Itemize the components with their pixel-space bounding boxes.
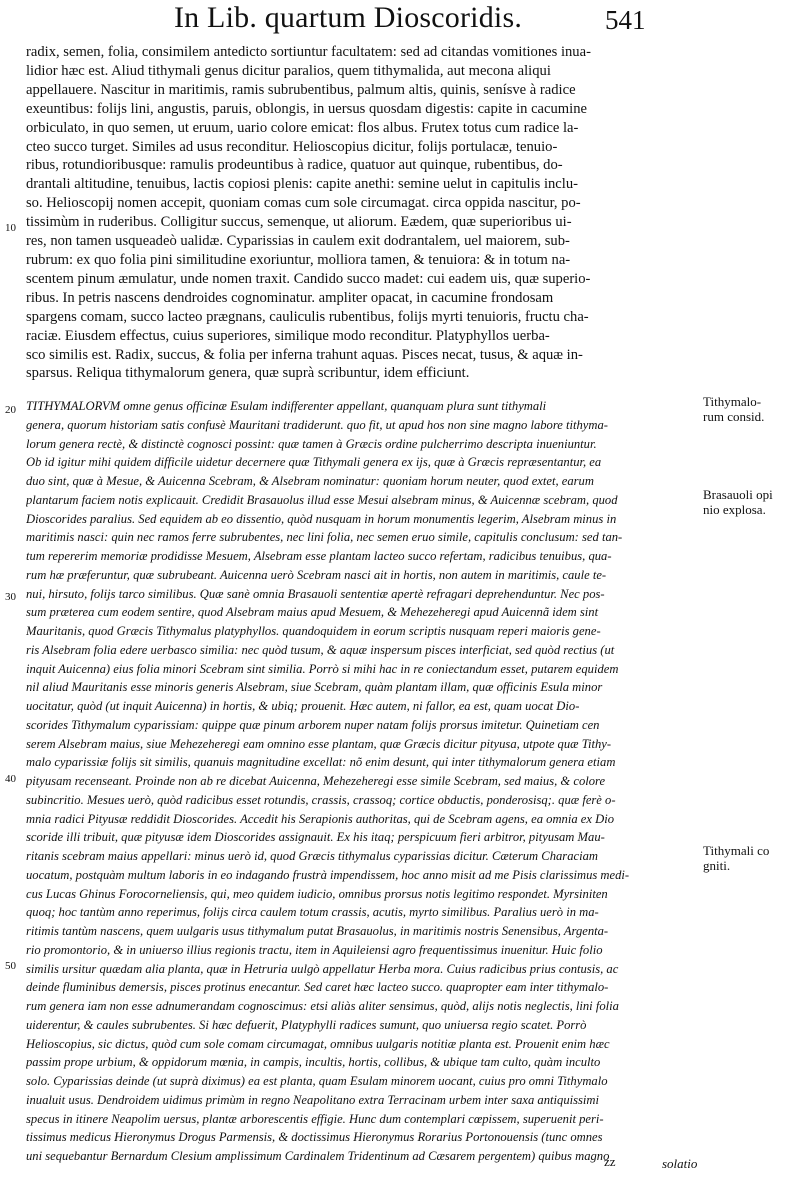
text-line: uocatum, postquàm multum laboris in eo indagando frustrà impendissem, hoc anno misit ad me Pisis clarissimus medi- — [26, 867, 630, 882]
line-number: 30 — [5, 591, 16, 603]
margin-note-line: rum consid. — [703, 409, 765, 424]
text-line: nil aliud Mauritanis esse minoris generis Alsebram, siue Scebram, quàm plantam illam, quæ officinis Esula minor — [26, 680, 603, 695]
text-line: Helioscopius, sic dictus, quòd cum sole comam circumagat, omnibus uulgaris notitiæ planta est. Prouenit enim hæc — [26, 1036, 610, 1051]
text-line: sco similis est. Radix, succus, & folia per inferna trahunt aquas. Pisces necat, tusus, & aquæ in- — [26, 346, 583, 363]
text-line: uiderentur, & caules subrubentes. Si hæc defuerit, Platyphylli radices sumunt, quo uniuersa regio scatet. Porrò — [26, 1017, 587, 1032]
text-line: lorum genera rectè, & distinctè cognosci possint: quæ tamen à Græcis ordine pulcherrimo descripta inueniuntur. — [26, 436, 597, 451]
text-line: ritimis tantùm nascens, quem uulgaris usus tithymalum putat Brasauolus, in maritimis nostris Senensibus, Argenta- — [26, 924, 609, 938]
text-line: exeuntibus: folijs lini, angustis, paruis, oblongis, in uersus quosdam digestis: capite in cacumine — [26, 100, 587, 117]
text-line: mnia radici Pityusæ reddidit Dioscorides. Accedit his Serapionis authoritas, qui de Scebram agens, ea omnia ex Dio — [26, 811, 614, 826]
text-line: Ob id igitur mihi quidem difficile uidetur decernere quæ Tithymali genera ex ijs, quæ à Græcis repræsentantur, ea — [26, 455, 602, 470]
margin-note-line: nio explosa. — [703, 502, 766, 517]
text-line: duo sint, quæ à Mesue, & Auicenna Scebram, & Alsebram nominatur: quoniam horum neuter, quod extet, earum — [26, 474, 594, 488]
line-number: 20 — [5, 404, 16, 416]
text-line: ris Alsebram folia edere uerbasco similia: nec quòd tusum, & aquæ inspersum pisces interficiat, sed quòd rectius (ut — [26, 642, 615, 657]
text-line: maritimis nasci: quin nec ramos ferre subrubentes, nec lini folia, nec semen eruo simile, capitulis conclusum: sed tan- — [26, 530, 623, 545]
margin-note-line: Brasauoli opi — [703, 487, 773, 502]
text-line: pityusam recenseant. Proinde non ab re dicebat Auicenna, Mehezeheregi esse simile Scebram, sed maius, & colore — [26, 774, 606, 788]
text-line: spargens comam, succo lacteo prægnans, cauliculis rubentibus, folijs myrti tenuioris, fructu cha- — [26, 308, 589, 325]
text-line: tum repererim memoriæ prodidisse Mesuem, Alsebram esse plantam lacteo succo refertam, radicibus tenuibus, qua- — [26, 549, 612, 563]
text-line: rum genera iam non esse adnumerandam cognoscimus: etsi aliàs aliter sensimus, quòd, alijs notis neglectis, lini folia — [26, 999, 619, 1013]
text-line: solo. Cyparissias deinde (ut suprà diximus) ea est planta, quam Esulam minorem uocant, cuius pro omni Tithymalo — [26, 1074, 608, 1088]
text-line: ritanis scebram maius appellari: minus uerò id, quod Græcis tithymalus cyparissias dicitur. Cæterum Characiam — [26, 849, 598, 863]
text-line: Dioscorides paralius. Sed equidem ab eo dissentio, quòd nusquam in horum monumentis legerim, Alsebram minus in — [26, 511, 617, 526]
margin-note-line: Tithymalo- — [703, 394, 762, 409]
text-line: ribus. In petris nascens dendroides cognominatur. ampliter opacat, in cacumine frondosam — [26, 289, 554, 306]
text-line: scoride illi tribuit, quæ pityusæ idem Dioscorides assignauit. Ex his itaq; perspicuum fieri arbitror, pityusam Mau- — [26, 830, 605, 845]
text-line: orbiculato, in quo semen, ut eruum, uario colore emicat: flos albus. Frutex totus cum radice la- — [26, 119, 579, 136]
text-line: cteo succo turget. Similes ad usus reconditur. Helioscopius dicitur, folijs portulacæ, tenuio- — [26, 138, 558, 155]
margin-note-line: Tithymali co — [703, 843, 770, 858]
text-line: scentem pinum æmulatur, unde nomen traxit. Candido succo madet: cui eadem uis, quæ superio- — [26, 270, 591, 287]
text-line: Mauritanis, quod Græcis Tithymalus platyphyllos. quandoquidem in eorum scriptis nusquam reperi maioris gene- — [26, 624, 601, 638]
text-line: nui, hirsuto, folijs tarco similibus. Quæ sanè omnia Brasauoli sententiæ apertè refragari deprehenduntur. Nec pos- — [26, 586, 605, 601]
line-number: 50 — [5, 960, 16, 972]
margin-note-tithymali-cogniti — [703, 843, 785, 873]
margin-note-tithymalorum — [703, 394, 785, 424]
page-number: 541 — [605, 5, 646, 35]
text-line: raciæ. Eiusdem effectus, cuius superiores, similique modo reconditur. Platyphyllos uerba- — [26, 327, 550, 344]
margin-note-brasauoli — [703, 487, 785, 517]
text-line: so. Helioscopij nomen accepit, quoniam comas cum sole circumagat. circa oppida nascitur, po- — [26, 195, 581, 212]
text-line: rio promontorio, & in uniuerso illius regionis tractu, item in Aquileiensi agro frequentissimus inuenitur. Huic folio — [26, 942, 603, 957]
text-line: ribus, rotundioribusque: ramulis prodeuntibus à radice, quatuor aut quinque, rubentibus, do- — [26, 157, 563, 174]
text-line: drantali altitudine, tenuibus, lactis copiosi plenis: capite anethi: semine uelut in capitulis inclu- — [26, 176, 578, 193]
line-number: 10 — [5, 222, 16, 234]
text-line: plantarum faciem notis explicauit. Credidit Brasauolus illud esse Mesui alsebram minus, & Auicennæ scebram, quod — [26, 492, 618, 507]
text-line: tissimus medicus Hieronymus Drogus Parmensis, & doctissimus Hieronymus Rorarius Portonouensis (tunc omnes — [26, 1130, 603, 1145]
text-line: scorides Tithymalum cyparissiam: quippe quæ pinum arborem nuper natam folijs prorsus imitetur. Quinetiam cen — [26, 717, 600, 732]
text-line: subincritio. Mesues uerò, quòd radicibus esset rotundis, crassis, crassoq; cortice obductis, ponderosisq;. quæ ferè o- — [26, 792, 616, 807]
commentary-text-block — [26, 397, 700, 1166]
text-line: specus in itinere Neapolim uersus, plantæ arborescentis effigie. Hunc dum contemplari cœpissem, superuenit peri- — [26, 1111, 604, 1126]
text-line: rum hæ præferuntur, quæ subrubeant. Auicenna uerò Scebram nasci ait in hortis, non autem in maritimis, caule te- — [26, 567, 607, 582]
line-number: 40 — [5, 773, 16, 785]
text-line: TITHYMALORVM omne genus officinæ Esulam indifferenter appellant, quanquam plura sunt tithymali — [26, 399, 547, 413]
text-line: quoq; hoc tantùm anno reperimus, folijs circa caulem totum crassis, acutis, myrto similibus. Paralius uerò in ma- — [26, 905, 599, 920]
text-line: cus Lucas Ghinus Forocorneliensis, qui, meo quidem iudicio, omnibus prorsus notis legitimo respondet. Myrsiniten — [26, 886, 608, 901]
text-line: genera, quorum historiam satis confusè Mauritani tradiderunt. quo fit, ut apud hos non sine magno labore tithyma- — [26, 417, 608, 432]
text-line: radix, semen, folia, consimilem antedicto sortiuntur facultatem: sed ad citandas vomitiones inua- — [26, 44, 591, 60]
text-line: passim prope urbium, & oppidorum mœnia, in campis, incultis, hortis, collibus, & ubique tam culto, quàm inculto — [26, 1055, 601, 1070]
text-line: appellauere. Nascitur in maritimis, ramis subrubentibus, palmum altis, quinis, senísve à radice — [26, 81, 576, 98]
text-line: res, non tamen usqueadeò ualidæ. Cyparissias in caulem exit dodrantalem, uel maiorem, sub- — [26, 233, 570, 250]
margin-note-line: gniti. — [703, 858, 731, 873]
text-line: rubrum: ex quo folia pini similitudine exoriuntur, molliora tamen, & tenuiora: & in totum na- — [26, 251, 571, 268]
text-line: tissimùm in ruderibus. Colligitur succus, semenque, ut aliorum. Eædem, quæ superioribus ui- — [26, 214, 572, 231]
catchword: solatio — [662, 1156, 698, 1171]
text-line: lidior hæc est. Aliud tithymali genus dicitur paralios, quem tithymalida, aut mecona aliqui — [26, 62, 551, 79]
text-line: inualuit usus. Dendroidem uidimus primùm in regno Neapolitano extra Terracinam urbem inter saxa antiquissimi — [26, 1092, 600, 1107]
text-line: sparsus. Reliqua tithymalorum genera, quæ suprà scribuntur, idem efficiunt. — [26, 365, 470, 382]
signature-mark: zz — [604, 1154, 616, 1169]
text-line: sum præterea cum eodem sentire, quod Alsebram maius apud Mesuem, & Mehezeheregi apud Auicennã idem sint — [26, 605, 599, 620]
text-line: serem Alsebram maius, siue Mehezeheregi eam omnino esse plantam, quæ Græcis dicitur pityusa, utpote quæ Tithy- — [26, 736, 612, 751]
text-line: uni sequebantur Bernardum Clesium amplissimum Cardinalem Tridentinum ad Cæsarem pergentem) quibus magno — [26, 1149, 610, 1163]
text-line: uocitatur, quòd (ut inquit Auicenna) in hortis, & ubiq; prouenit. Hæc autem, ni fallor, ea est, quam uocat Dio- — [26, 699, 580, 713]
text-line: inquit Auicenna) eius folia minori Scebram sint similia. Porrò si mihi hac in re coniectandum esset, putarem equidem — [26, 661, 619, 676]
text-line: similis ursitur quædam alia planta, quæ in Hetruria uulgò appellatur Herba mora. Cuius radicibus prius contusis, ac — [26, 961, 619, 976]
running-head-title: In Lib. quartum Dioscoridis. — [173, 1, 523, 34]
text-line: malo cyparissiæ folijs sit similis, quanuis magnitudine excellat: nõ enim desunt, qui inter tithymalorum genera etiam — [26, 755, 616, 770]
dioscorides-text-block — [26, 43, 700, 383]
text-line: deinde fluminibus demersis, pisces protinus enecantur. Sed caret hæc lacteo succo. quapropter eam inter tithymalo- — [26, 980, 609, 995]
